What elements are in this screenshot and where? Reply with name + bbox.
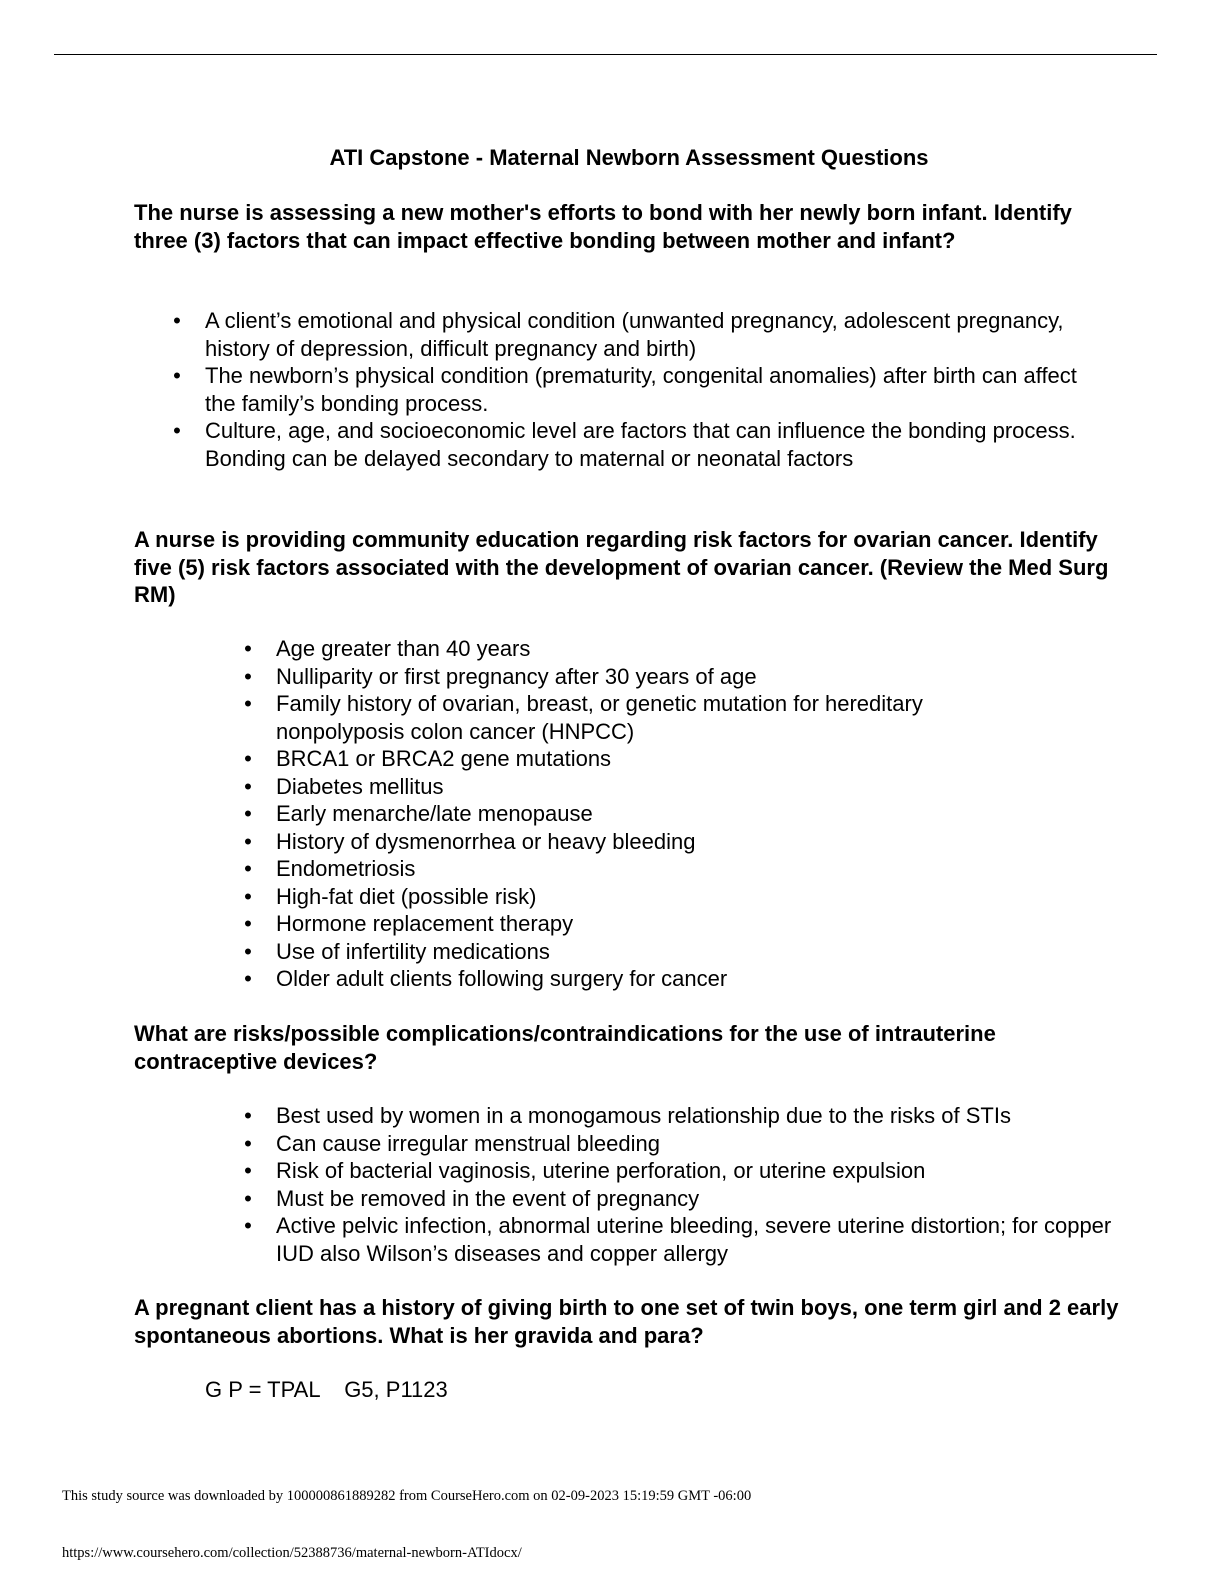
list-item: • Active pelvic infection, abnormal uterine bleeding, severe uterine distortion; for copper IUD also Wilson’s diseases and copper allergy [276, 1212, 1126, 1267]
bullet-icon: • [244, 883, 252, 909]
bullet-icon: • [244, 663, 252, 689]
bullet-icon: • [244, 746, 252, 771]
bullet-icon: • [244, 966, 252, 991]
bullet-icon: • [244, 691, 252, 716]
bullet-icon: • [244, 1185, 252, 1211]
list-item: • Diabetes mellitus [276, 773, 1036, 801]
list-item: • A client’s emotional and physical condition (unwanted pregnancy, adolescent pregnancy, history of depression, difficult pregnancy and birth) [205, 307, 1105, 362]
list-item: • Hormone replacement therapy [276, 910, 1036, 938]
download-source-note: This study source was downloaded by 100000861889282 from CourseHero.com on 02-09-2023 15:19:59 GMT -06:00 [62, 1488, 752, 1504]
gravida-para-answer: G P = TPAL G5, P1123 [205, 1377, 448, 1402]
header-rule [54, 54, 1157, 55]
bullet-icon: • [244, 801, 252, 826]
bullet-icon: • [173, 363, 181, 388]
bullet-icon: • [173, 418, 181, 443]
bullet-icon: • [244, 828, 252, 854]
answer-list-bonding-factors [173, 307, 1105, 472]
bullet-icon: • [244, 1103, 252, 1128]
question-bonding-factors: The nurse is assessing a new mother's efforts to bond with her newly born infant. Identify three (3) factors that can impact effective bonding between mother and infant? [134, 200, 1072, 253]
list-item: • Must be removed in the event of pregnancy [276, 1185, 1126, 1213]
bullet-icon: • [244, 938, 252, 964]
answer-list-iud-risks [244, 1102, 1126, 1267]
question-ovarian-cancer-risks: A nurse is providing community education regarding risk factors for ovarian cancer. Identify five (5) risk factors associated with the development of ovarian cancer. (Review the Med Surg RM) [134, 527, 1109, 607]
list-item: • Can cause irregular menstrual bleeding [276, 1130, 1126, 1158]
bullet-icon: • [244, 1130, 252, 1156]
list-item: • Use of infertility medications [276, 938, 1036, 966]
question-iud-risks: What are risks/possible complications/contraindications for the use of intrauterine contraceptive devices? [134, 1021, 996, 1074]
list-item: • High-fat diet (possible risk) [276, 883, 1036, 911]
list-item: • Culture, age, and socioeconomic level are factors that can influence the bonding process. Bonding can be delayed secondary to maternal or neonatal factors [205, 417, 1105, 472]
bullet-icon: • [244, 856, 252, 881]
list-item: • Nulliparity or first pregnancy after 30 years of age [276, 663, 1036, 691]
list-item: • Early menarche/late menopause [276, 800, 1036, 828]
list-item: • Older adult clients following surgery for cancer [276, 965, 1036, 993]
bullet-icon: • [244, 1158, 252, 1183]
list-item: • Risk of bacterial vaginosis, uterine perforation, or uterine expulsion [276, 1157, 1126, 1185]
bullet-icon: • [244, 636, 252, 661]
list-item: • Family history of ovarian, breast, or genetic mutation for hereditary nonpolyposis colon cancer (HNPCC) [276, 690, 1036, 745]
bullet-icon: • [244, 773, 252, 799]
document-title: ATI Capstone - Maternal Newborn Assessment Questions [329, 145, 929, 170]
source-url[interactable]: https://www.coursehero.com/collection/52388736/maternal-newborn-ATIdocx/ [62, 1545, 522, 1561]
bullet-icon: • [244, 911, 252, 936]
list-item: • History of dysmenorrhea or heavy bleeding [276, 828, 1036, 856]
list-item: • BRCA1 or BRCA2 gene mutations [276, 745, 1036, 773]
list-item: • The newborn’s physical condition (prematurity, congenital anomalies) after birth can affect the family’s bonding process. [205, 362, 1105, 417]
bullet-icon: • [244, 1213, 252, 1238]
bullet-icon: • [173, 308, 181, 333]
question-gravida-para: A pregnant client has a history of giving birth to one set of twin boys, one term girl and 2 early spontaneous abortions. What is her gravida and para? [134, 1295, 1119, 1348]
answer-list-ovarian-cancer-risks [244, 635, 1036, 993]
list-item: • Best used by women in a monogamous relationship due to the risks of STIs [276, 1102, 1126, 1130]
list-item: • Endometriosis [276, 855, 1036, 883]
list-item: • Age greater than 40 years [276, 635, 1036, 663]
